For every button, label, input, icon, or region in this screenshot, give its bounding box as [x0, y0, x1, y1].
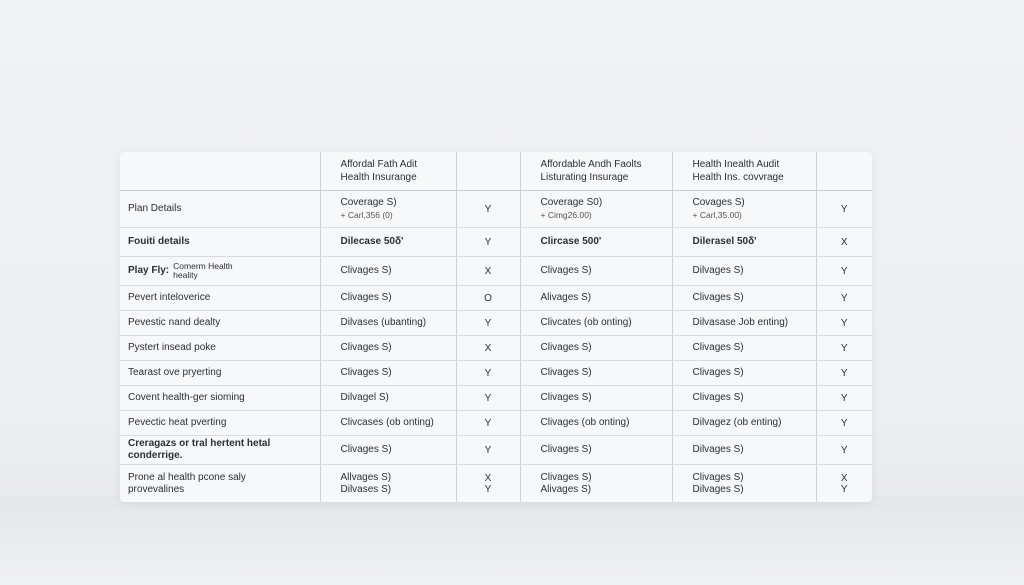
plan-1-cell: Clivages S) [320, 436, 456, 465]
row-label: Pevestic nand dealty [120, 311, 320, 336]
plan-2-cell: Clircase 500' [520, 228, 672, 257]
plan-1-cell: Clivages S) [320, 336, 456, 361]
plan-3-cell: Dilvasase Job enting) [672, 311, 816, 336]
plan-3-cell: Clivages S) [672, 386, 816, 411]
row-label-note-line: heality [173, 270, 198, 280]
row-label: Plan Details [120, 191, 320, 228]
mark-value-2: Y [840, 484, 848, 495]
coverage-value: Covages S) [692, 197, 745, 208]
table-row [120, 191, 872, 228]
plan-2-cell: Clivages S) [520, 386, 672, 411]
plan-1-mark: Y [456, 436, 520, 465]
plan-3-mark: Y [816, 286, 872, 311]
table-row [120, 286, 872, 311]
table-row [120, 361, 872, 386]
mark-value: X [484, 473, 492, 484]
row-label-note-line: Comerm Health [173, 261, 233, 271]
row-label-note [173, 262, 233, 280]
row-label: Fouiti details [120, 228, 320, 257]
plan-1-title: Affordal Fath Adit [340, 159, 418, 170]
plan-1-subtitle: Health Insurange [340, 172, 417, 183]
plan-3-mark: Y [816, 386, 872, 411]
table-header-row [120, 152, 872, 191]
plan-1-mark: Y [456, 386, 520, 411]
comparison-table-card [120, 152, 872, 502]
plan-3-mark: Y [816, 191, 872, 228]
row-label: Tearast ove pryerting [120, 361, 320, 386]
plan-2-title: Affordable Andh Faolts [540, 159, 642, 170]
plan-2-header [520, 152, 672, 191]
row-label: Pevectic heat pverting [120, 411, 320, 436]
plan-1-mark: X [456, 257, 520, 286]
mark-value: X [840, 473, 848, 484]
plan-1-mark: Y [456, 361, 520, 386]
plan-2-cell: Clivages S) [520, 361, 672, 386]
plan-3-cell: Dilvages S) [672, 257, 816, 286]
table-row [120, 386, 872, 411]
plan-3-mark: Y [816, 336, 872, 361]
plan-1-cell [320, 465, 456, 503]
plan-3-cell: Dilvages S) [672, 436, 816, 465]
plan-1-mark: O [456, 286, 520, 311]
plan-2-cell: Clivages (ob onting) [520, 411, 672, 436]
plan-2-subtitle: Listurating Insurage [540, 172, 629, 183]
table-row [120, 228, 872, 257]
mark-value-2: Y [484, 484, 492, 495]
plan-3-mark: Y [816, 257, 872, 286]
plan-2-cell [520, 191, 672, 228]
coverage-value-2: Alivages S) [540, 484, 592, 495]
plan-1-cell: Dilvagel S) [320, 386, 456, 411]
table-row [120, 336, 872, 361]
coverage-value: Clivages S) [540, 472, 592, 483]
plan-1-cell: Clivages S) [320, 286, 456, 311]
row-label: Pevert inteloverice [120, 286, 320, 311]
plan-3-header [672, 152, 816, 191]
plan-3-cell: Clivages S) [672, 286, 816, 311]
plan-1-header [320, 152, 456, 191]
row-label: Covent health-ger sioming [120, 386, 320, 411]
table-row [120, 411, 872, 436]
table-row [120, 465, 872, 503]
plan-3-cell: Clivages S) [672, 336, 816, 361]
plan-1-cell: Clivages S) [320, 361, 456, 386]
plan-1-cell: Dilecase 50δ' [320, 228, 456, 257]
plan-1-mark [456, 465, 520, 503]
plan-1-mark: Y [456, 411, 520, 436]
plan-2-cell: Clivages S) [520, 257, 672, 286]
coverage-value-2: Dilvases S) [340, 484, 392, 495]
plan-3-cell [672, 465, 816, 503]
coverage-subvalue: + Carl,35.00) [692, 210, 742, 220]
row-label-cell [120, 257, 320, 286]
row-label-line-2: conderrige. [128, 450, 183, 461]
coverage-subvalue: + Carl,356 (0) [340, 210, 393, 220]
row-label-cell [120, 436, 320, 465]
table-row [120, 257, 872, 286]
insurance-comparison-table [120, 152, 872, 502]
plan-3-mark: X [816, 228, 872, 257]
plan-3-mark-header [816, 152, 872, 191]
plan-3-cell [672, 191, 816, 228]
plan-2-cell [520, 465, 672, 503]
plan-1-mark: Y [456, 311, 520, 336]
plan-1-cell: Clivcases (ob onting) [320, 411, 456, 436]
plan-1-cell: Clivages S) [320, 257, 456, 286]
plan-1-mark: Y [456, 191, 520, 228]
plan-1-cell: Dilvases (ubanting) [320, 311, 456, 336]
table-row [120, 311, 872, 336]
coverage-subvalue: + Cimg26.00) [540, 210, 592, 220]
floor-background [0, 496, 1024, 585]
plan-3-cell: Dilvagez (ob enting) [672, 411, 816, 436]
plan-2-cell: Alivages S) [520, 286, 672, 311]
row-label: Prone al health pcone saly [128, 472, 246, 483]
plan-1-mark: X [456, 336, 520, 361]
plan-3-title: Health Inealth Audit [692, 159, 780, 170]
plan-2-cell: Clivages S) [520, 336, 672, 361]
plan-1-mark-header [456, 152, 520, 191]
plan-2-cell: Clivcates (ob onting) [520, 311, 672, 336]
table-row [120, 436, 872, 465]
header-empty [120, 152, 320, 191]
row-label: Pystert insead poke [120, 336, 320, 361]
plan-3-mark: Y [816, 361, 872, 386]
row-label-cell [120, 465, 320, 503]
coverage-value: Coverage S0) [540, 197, 603, 208]
coverage-value: Clivages S) [692, 472, 744, 483]
plan-3-mark: Y [816, 436, 872, 465]
row-label: Creragazs or tral hertent hetal [128, 438, 271, 449]
coverage-value: Allvages S) [340, 472, 392, 483]
plan-3-subtitle: Health Ins. covvrage [692, 172, 784, 183]
row-label: Play Fly: [128, 265, 170, 276]
coverage-value-2: Dilvages S) [692, 484, 744, 495]
plan-3-mark: Y [816, 311, 872, 336]
plan-2-cell: Clivages S) [520, 436, 672, 465]
plan-3-cell: Dilerasel 50δ' [672, 228, 816, 257]
plan-1-mark: Y [456, 228, 520, 257]
coverage-value: Coverage S) [340, 197, 397, 208]
plan-3-mark: Y [816, 411, 872, 436]
plan-1-cell [320, 191, 456, 228]
plan-3-mark [816, 465, 872, 503]
plan-3-cell: Clivages S) [672, 361, 816, 386]
row-label-line-2: provevalines [128, 484, 185, 495]
